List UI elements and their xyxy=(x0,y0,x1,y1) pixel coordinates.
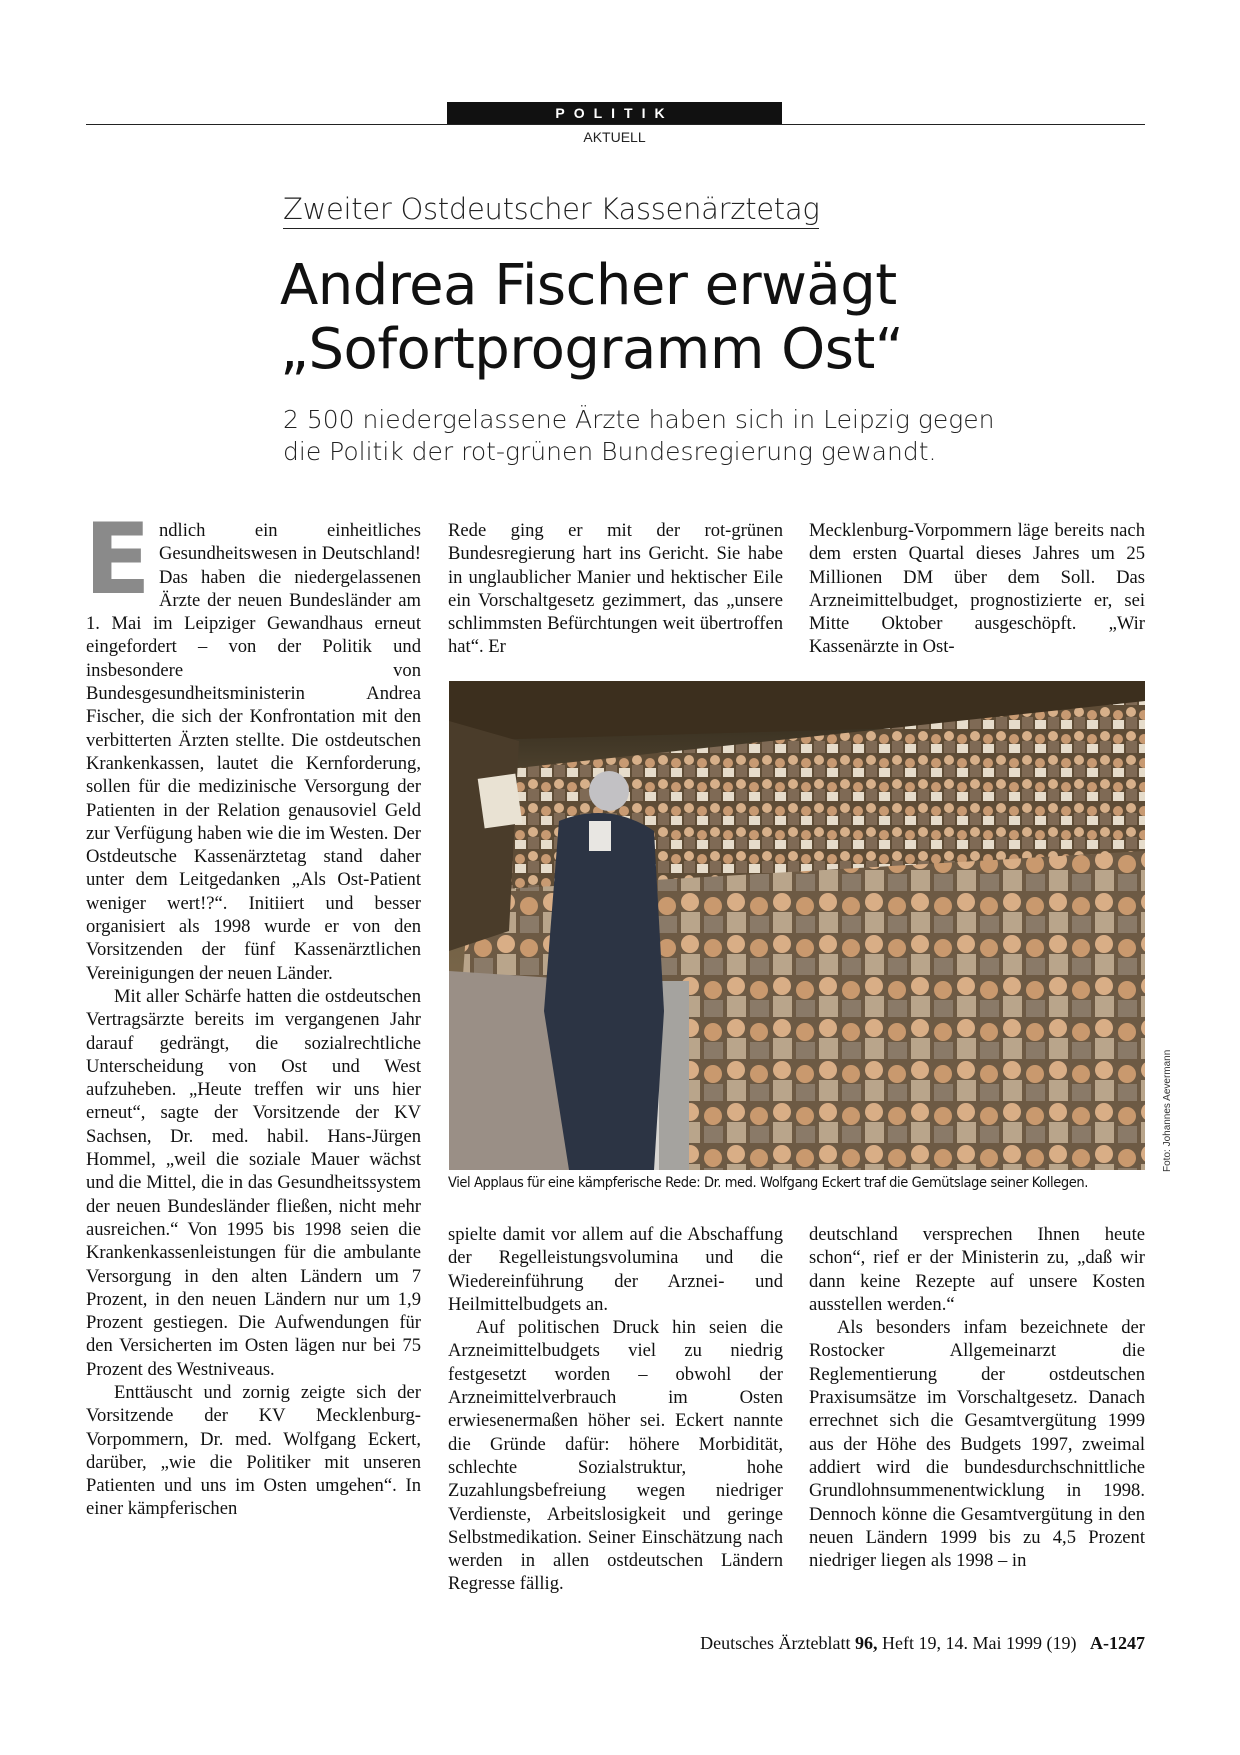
paragraph: Mecklenburg-Vorpommern läge bereits nach dem ersten Quartal dieses Jahres um 25 Millionen DM über dem Soll. Das Arzneimittelbudget, prognostizierte er, sei Mitte Oktober ausgeschöpft. „Wir Kassenärzte in Ost- xyxy=(809,520,1145,658)
photo-caption: Viel Applaus für eine kämpferische Rede: Dr. med. Wolfgang Eckert traf die Gemütslage seiner Kollegen. xyxy=(448,1175,1088,1191)
journal-name: Deutsches Ärzteblatt xyxy=(700,1633,851,1653)
body-column-3-top xyxy=(809,519,1145,659)
body-column-2-bottom xyxy=(448,1223,783,1596)
header-rule xyxy=(86,124,1145,125)
paragraph: Enttäuscht und zornig zeigte sich der Vorsitzende der KV Mecklenburg-Vorpommern, Dr. med. Wolfgang Eckert, darüber, „wie die Politiker mit unseren Patienten und uns im Osten umgehen“. In einer kämpferischen xyxy=(86,1381,421,1520)
drop-cap: E xyxy=(84,503,151,617)
subsection-label: AKTUELL xyxy=(583,129,646,145)
article-standfirst xyxy=(283,404,1143,468)
paragraph: Als besonders infam bezeichnete der Rostocker Allgemeinarzt die Reglementierung der ostdeutschen Praxisumsätze im Vorschaltgesetz. Danach errechnet sich die Gesamtvergütung 1999 aus der Höhe des Budgets 1997, zweimal addiert wird die bundesdurchschnittliche Grundlohnsummenentwicklung in 1998. Dennoch könne die Gesamtvergütung in den neuen Ländern 1999 bis zu 4,5 Prozent niedriger liegen als 1998 – in xyxy=(809,1317,1145,1572)
standfirst-line-2: die Politik der rot-grünen Bundesregierung gewandt. xyxy=(283,437,937,466)
body-column-3-bottom xyxy=(809,1223,1145,1572)
volume-number: 96, xyxy=(855,1633,878,1653)
paragraph: deutschland versprechen Ihnen heute schon“, rief er der Ministerin zu, „daß wir dann keine Rezepte auf unsere Kosten ausstellen werden.“ xyxy=(809,1224,1145,1315)
article-kicker: Zweiter Ostdeutscher Kassenärztetag xyxy=(283,192,819,229)
headline-line-2: „Sofortprogramm Ost“ xyxy=(280,317,904,382)
page-footer xyxy=(640,1633,1145,1654)
headline-line-1: Andrea Fischer erwägt xyxy=(280,253,897,318)
photo-credit: Foto: Johannes Aevermann xyxy=(1162,1049,1173,1172)
paragraph-text: ndlich ein einheitliches Gesundheitswesen in Deutschland! Das haben die niedergelassenen Ärzte der neuen Bundesländer am 1. Mai im Leipziger Gewandhaus erneut eingefordert – von der Politik und insbesondere von Bundesgesundheitsministerin Andrea Fischer, die sich der Konfrontation mit den verbitterten Ärzten stellte. Die ostdeutschen Krankenkassen, lautet die Kernforderung, sollen für die medizinische Versorgung der Patienten in der Relation genausoviel Geld zur Verfügung haben wie die im Westen. Der Ostdeutsche Kassenärztetag stand daher unter dem Leitgedanken „Als Ost-Patient weniger wert!?“. Initiiert und besser organisiert als 1998 wurde er von den Vorsitzenden der fünf Kassenärztlichen Vereinigungen der neuen Länder. xyxy=(86,520,421,984)
paragraph: Auf politischen Druck hin seien die Arzneimittelbudgets viel zu niedrig festgesetzt worden – obwohl der Arzneimittelverbrauch im Osten erwiesenermaßen höher sei. Eckert nannte die Gründe dafür: höhere Morbidität, schlechte Sozialstruktur, hohe Zuzahlungsbefreiung wegen niedriger Verdienste, Arbeitslosigkeit und geringe Selbstmedikation. Seiner Einschätzung nach werden in allen ostdeutschen Ländern Regresse fällig. xyxy=(448,1317,783,1595)
body-column-1 xyxy=(84,503,421,1521)
section-label: POLITIK xyxy=(447,102,782,124)
paragraph xyxy=(84,503,421,985)
page-number: A-1247 xyxy=(1090,1633,1145,1653)
paragraph: spielte damit vor allem auf die Abschaffung der Regelleistungsvolumina und die Wiedereinführung der Arznei- und Heilmittelbudgets an. xyxy=(448,1224,783,1315)
issue-info: Heft 19, 14. Mai 1999 (19) xyxy=(882,1633,1077,1653)
body-column-2-top xyxy=(448,519,783,659)
paragraph: Mit aller Schärfe hatten die ostdeutschen Vertragsärzte bereits im vergangenen Jahr darauf gedrängt, die sozialrechtliche Unterscheidung von Ost und West aufzuheben. „Heute treffen wir uns hier erneut“, sagte der Vorsitzende der KV Sachsen, Dr. med. habil. Hans-Jürgen Hommel, „weil die soziale Mauer wächst und die Mittel, die in das Gesundheitssystem der neuen Bundesländer fließen, nicht mehr ausreichen.“ Von 1995 bis 1998 seien die Krankenkassenleistungen für die ambulante Versorgung in den alten Ländern um 7 Prozent, in den neuen Ländern nur um 1,9 Prozent gestiegen. Die Aufwendungen für den Versicherten im Osten lägen nur bei 75 Prozent des Westniveaus. xyxy=(86,985,421,1380)
article-photo xyxy=(449,681,1145,1170)
paragraph: Rede ging er mit der rot-grünen Bundesregierung hart ins Gericht. Sie habe in unglaublicher Manier und hektischer Eile ein Vorschaltgesetz gezimmert, das „unsere schlimmsten Befürchtungen weit übertroffen hat“. Er xyxy=(448,520,783,658)
standfirst-line-1: 2 500 niedergelassene Ärzte haben sich in Leipzig gegen xyxy=(283,405,995,434)
article-headline xyxy=(280,254,1140,382)
